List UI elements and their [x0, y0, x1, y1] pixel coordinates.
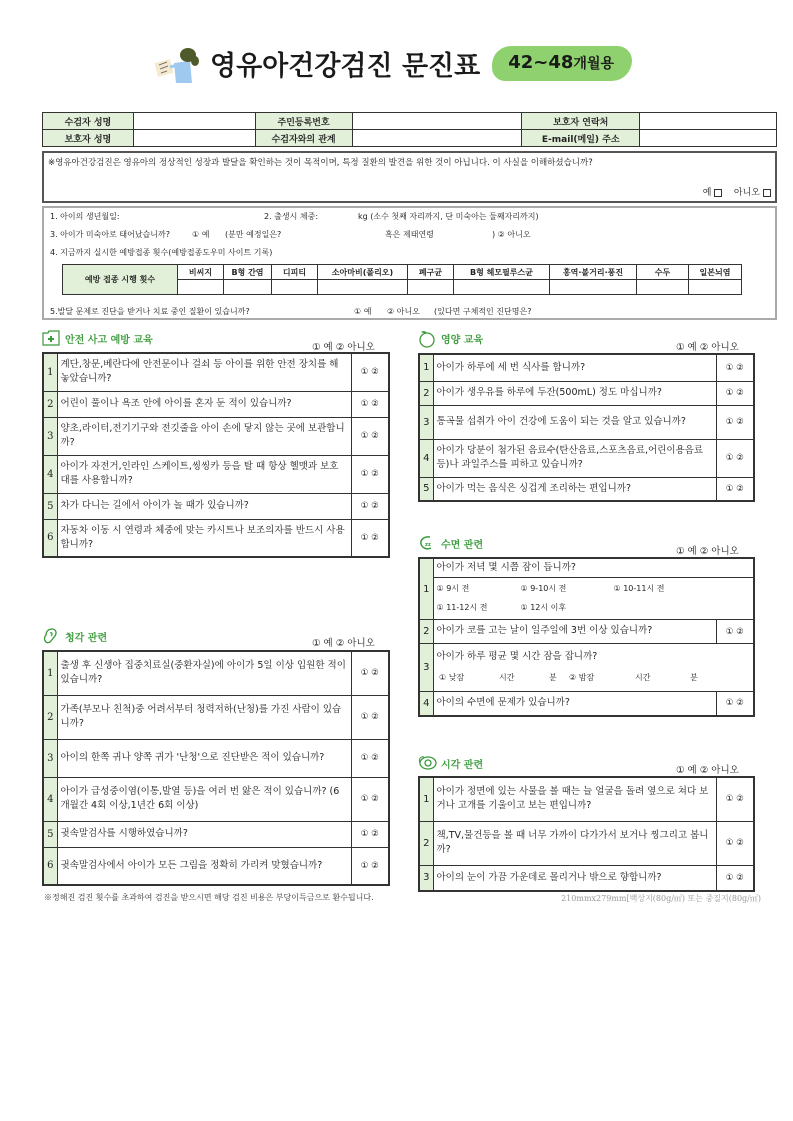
- sleep-question-3: [419, 644, 754, 692]
- question-row: [43, 777, 389, 821]
- question-text: 차가 다니는 길에서 아이가 놀 때가 있습니까?: [57, 493, 351, 519]
- question-row: [43, 695, 389, 739]
- answer-choices[interactable]: ① ②: [351, 353, 389, 391]
- question-number: 1: [419, 777, 433, 821]
- question-text: 어린이 풀이나 욕조 안에 아이를 혼자 둔 적이 있습니까?: [57, 391, 351, 417]
- question-number: 4: [43, 777, 57, 821]
- question-text: 아이가 하루 평균 몇 시간 잠을 잡니까?: [436, 650, 598, 662]
- bedtime-options: [433, 578, 754, 620]
- answer-choices[interactable]: ① ②: [716, 821, 754, 865]
- development-question: 5.발달 문제로 진단을 받거나 치료 중인 질환이 있습니까?: [50, 307, 250, 316]
- vision-yn-legend: ① 예 ② 아니오: [676, 765, 739, 776]
- vaccination-table: [62, 264, 742, 295]
- question-row: [419, 354, 754, 381]
- question-text: 아이의 눈이 가끔 가운데로 몰리거나 밖으로 향합니까?: [433, 865, 716, 891]
- answer-choices[interactable]: ① ②: [351, 777, 389, 821]
- question-text: 귓속말검사를 시행하였습니까?: [57, 821, 351, 847]
- footer-note: ※정해진 검진 횟수를 초과하여 검진을 받으시면 해당 검진 비용은 부당이득금으로 환수됩니다.: [44, 893, 374, 902]
- question-number: 4: [43, 455, 57, 493]
- question-row: [419, 439, 754, 477]
- question-number: 2: [419, 381, 433, 405]
- vaccine-dtp: 디피티: [272, 265, 318, 280]
- hearing-section-title: [42, 628, 107, 644]
- question-text: 아이가 정면에 있는 사물을 볼 때는 늘 얼굴을 돌려 옆으로 쳐다 보거나 고개를 기울이고 보는 편입니까?: [433, 777, 716, 821]
- vaccine-count-field[interactable]: [318, 280, 408, 295]
- question-number: 1: [43, 353, 57, 391]
- question-text: 가족(부모나 친척)중 어려서부터 청력저하(난청)를 가진 사람이 있습니까?: [57, 695, 351, 739]
- question-number: 3: [419, 865, 433, 891]
- vision-question-table: [418, 776, 755, 892]
- question-number: 3: [419, 405, 433, 439]
- age-badge: [492, 46, 632, 81]
- sleeping-moon-icon: [418, 535, 436, 551]
- nutrition-yn-legend: ① 예 ② 아니오: [676, 342, 739, 353]
- vaccine-mmr: 홍역·볼거리·풍진: [550, 265, 637, 280]
- question-number: 1: [43, 651, 57, 695]
- question-number: 4: [419, 692, 433, 716]
- resident-number-label: 주민등록번호: [255, 113, 352, 130]
- vision-title: 시각 관련: [441, 759, 484, 771]
- question-row: [43, 493, 389, 519]
- fruit-icon: [418, 330, 436, 346]
- question-text: 귓속말검사에서 아이가 모든 그림을 정확히 가리켜 맞혔습니까?: [57, 847, 351, 885]
- premature-yes-option[interactable]: ① 예: [192, 230, 210, 239]
- hearing-question-table: [42, 650, 390, 886]
- question-row: [43, 353, 389, 391]
- question-number: 5: [419, 477, 433, 501]
- vaccine-varicella: 수두: [637, 265, 689, 280]
- question-text: 아이가 먹는 음식은 싱겁게 조리하는 편입니까?: [433, 477, 716, 501]
- question-row: [43, 455, 389, 493]
- question-text: 아이가 하루에 세 번 식사를 합니까?: [433, 354, 716, 381]
- question-number: 5: [43, 493, 57, 519]
- guardian-contact-label: 보호자 연락처: [522, 113, 640, 130]
- sleep-yn-legend: ① 예 ② 아니오: [676, 546, 739, 557]
- answer-choices[interactable]: ① ②: [716, 865, 754, 891]
- hearing-title: 청각 관련: [65, 632, 108, 644]
- question-text: 계단,창문,베란다에 안전문이나 걸쇠 등 아이를 위한 안전 장치를 해놓았습니까?: [57, 353, 351, 391]
- vaccine-polio: 소아마비(폴리오): [318, 265, 408, 280]
- nap-label: ① 낮잠: [439, 672, 465, 682]
- question-text: 아이가 코를 고는 날이 일주일에 3번 이상 있습니까?: [433, 620, 716, 644]
- vaccine-count-field[interactable]: [689, 280, 742, 295]
- premature-question: 3. 아이가 미숙아로 태어났습니까?: [50, 230, 170, 239]
- vaccine-count-field[interactable]: [637, 280, 689, 295]
- development-detail: (있다면 구체적인 진단명은?: [434, 307, 532, 316]
- vaccine-count-field[interactable]: [178, 280, 224, 295]
- email-field[interactable]: [640, 130, 777, 147]
- bedtime-option[interactable]: ① 9시 전: [436, 584, 470, 594]
- answer-choices[interactable]: ① ②: [351, 493, 389, 519]
- question-number: 6: [43, 519, 57, 557]
- question-row: [419, 865, 754, 891]
- page-header: [152, 38, 632, 88]
- consent-notice: [42, 151, 777, 203]
- sleep-question-1: [419, 558, 754, 578]
- vaccine-count-field[interactable]: [454, 280, 550, 295]
- nutrition-question-table: [418, 353, 755, 502]
- question-row: [43, 847, 389, 885]
- examinee-name-field[interactable]: [133, 113, 255, 130]
- question-text: 아이의 한쪽 귀나 양쪽 귀가 '난청'으로 진단받은 적이 있습니까?: [57, 739, 351, 777]
- question-number: 1: [419, 354, 433, 381]
- svg-text:zz: zz: [425, 542, 431, 548]
- sleep-question-4: [419, 692, 754, 716]
- question-text: 아이가 자전거,인라인 스케이트,씽씽카 등을 탈 때 항상 헬맷과 보호대를 사용합니까?: [57, 455, 351, 493]
- guardian-name-label: 보호자 성명: [43, 130, 134, 147]
- question-number: 6: [43, 847, 57, 885]
- nutrition-section-title: [418, 330, 483, 346]
- question-row: [419, 381, 754, 405]
- consent-no-checkbox[interactable]: [763, 189, 771, 197]
- ear-icon: [42, 628, 60, 644]
- answer-choices[interactable]: ① ②: [351, 695, 389, 739]
- birth-weight-question: 2. 출생시 체중:: [264, 212, 319, 221]
- question-row: [43, 391, 389, 417]
- answer-choices[interactable]: ① ②: [351, 847, 389, 885]
- question-text: 자동차 이동 시 연령과 체중에 맞는 카시트나 보조의자를 반드시 사용합니까?: [57, 519, 351, 557]
- question-text: 아이가 급성중이염(이통,발열 등)을 여러 번 앓은 적이 있습니까? (6개월간 4회 이상,1년간 6회 이상): [57, 777, 351, 821]
- development-no-option[interactable]: ② 아니오: [387, 307, 420, 316]
- sleep-section-title: [418, 535, 483, 551]
- sleep-title: 수면 관련: [441, 539, 484, 551]
- premature-due-date: (분만 예정일은?: [225, 230, 282, 239]
- consent-no-label: 아니오: [733, 188, 760, 198]
- vision-section-title: [418, 755, 483, 771]
- gestational-age-label: 혹은 제태연령: [385, 230, 434, 239]
- birthdate-question: 1. 아이의 생년월일:: [50, 212, 120, 221]
- resident-number-field[interactable]: [352, 113, 522, 130]
- safety-yn-legend: ① 예 ② 아니오: [312, 342, 375, 353]
- sleep-question-table: [418, 557, 755, 717]
- question-number: 3: [43, 417, 57, 455]
- question-number: 2: [419, 821, 433, 865]
- question-number: 3: [419, 644, 433, 692]
- answer-choices[interactable]: ① ②: [716, 692, 754, 716]
- question-row: [419, 477, 754, 501]
- vaccination-header: 예방 접종 시행 횟수: [63, 265, 178, 295]
- age-suffix: 개월용: [573, 55, 614, 72]
- consent-text: ※영유아건강검진은 영유아의 정상적인 성장과 발달을 확인하는 것이 목적이며, 특정 질환의 발견을 위한 것이 아닙니다. 이 사실을 이해하셨습니까?: [48, 158, 593, 168]
- bedtime-option[interactable]: ① 9-10시 전: [520, 584, 567, 594]
- vaccine-pneumococcal: 폐구균: [408, 265, 454, 280]
- question-row: [419, 777, 754, 821]
- consent-yes-checkbox[interactable]: [714, 189, 722, 197]
- question-number: 2: [419, 620, 433, 644]
- relationship-field[interactable]: [352, 130, 522, 147]
- answer-choices[interactable]: ① ②: [716, 620, 754, 644]
- vaccination-question: 4. 지금까지 실시한 예방접종 횟수(예방접종도우미 사이트 기록): [50, 248, 273, 257]
- personal-info-table: [42, 112, 777, 147]
- paper-spec: 210mmx279mm[백상지(80g/㎡) 또는 중질지(80g/㎡): [561, 894, 761, 903]
- question-text: 출생 후 신생아 집중치료실(중환자실)에 아이가 5일 이상 입원한 적이 있습니까?: [57, 651, 351, 695]
- night-sleep-label: ② 밤잠: [569, 672, 595, 682]
- question-text: 책,TV,물건등을 볼 때 너무 가까이 다가가서 보거나 찡그리고 봅니까?: [433, 821, 716, 865]
- premature-no-option[interactable]: ) ② 아니오: [492, 230, 531, 239]
- basic-info-box: [42, 206, 777, 320]
- vaccine-hib: B형 헤모필루스균: [454, 265, 550, 280]
- question-text: 아이가 당분이 첨가된 음료수(탄산음료,스포츠음료,어린이용음료 등)나 과일주스를 피하고 있습니까?: [433, 439, 716, 477]
- safety-section-title: [42, 330, 153, 346]
- question-text: 통곡물 섭취가 아이 건강에 도움이 되는 것을 알고 있습니까?: [433, 405, 716, 439]
- question-row: [43, 519, 389, 557]
- answer-choices[interactable]: ① ②: [716, 777, 754, 821]
- bedtime-option[interactable]: ① 11-12시 전: [436, 602, 488, 612]
- question-number: 2: [43, 391, 57, 417]
- answer-choices[interactable]: ① ②: [351, 739, 389, 777]
- vaccine-count-field[interactable]: [408, 280, 454, 295]
- answer-choices[interactable]: ① ②: [716, 354, 754, 381]
- guardian-contact-field[interactable]: [640, 113, 777, 130]
- question-text: 아이의 수면에 문제가 있습니까?: [433, 692, 716, 716]
- night-hours-unit: 시간: [635, 672, 651, 682]
- question-row: [43, 417, 389, 455]
- question-number: 4: [419, 439, 433, 477]
- bedtime-option[interactable]: ① 12시 이후: [520, 602, 567, 612]
- question-number: 2: [43, 695, 57, 739]
- answer-choices[interactable]: ① ②: [351, 455, 389, 493]
- answer-choices[interactable]: ① ②: [351, 519, 389, 557]
- nap-hours-unit: 시간: [499, 672, 515, 682]
- nap-minutes-unit: 분: [549, 672, 557, 682]
- nutrition-title: 영양 교육: [441, 334, 484, 346]
- vaccine-bcg: 비씨지: [178, 265, 224, 280]
- answer-choices[interactable]: ① ②: [716, 439, 754, 477]
- answer-choices[interactable]: ① ②: [351, 417, 389, 455]
- answer-choices[interactable]: ① ②: [716, 405, 754, 439]
- question-row: [43, 821, 389, 847]
- vaccine-count-field[interactable]: [272, 280, 318, 295]
- mascot-icon: [152, 43, 202, 83]
- email-label: E-mail(메일) 주소: [522, 130, 640, 147]
- first-aid-folder-icon: [42, 330, 60, 346]
- question-text: 아이가 저녁 몇 시쯤 잠이 듭니까?: [433, 558, 754, 578]
- vaccine-count-field[interactable]: [224, 280, 272, 295]
- consent-yes-label: 예: [702, 188, 712, 198]
- answer-choices[interactable]: ① ②: [716, 381, 754, 405]
- question-text: 아이가 생우유를 하루에 두잔(500mL) 정도 마십니까?: [433, 381, 716, 405]
- night-minutes-unit: 분: [690, 672, 698, 682]
- guardian-name-field[interactable]: [133, 130, 255, 147]
- vaccine-je: 일본뇌염: [689, 265, 742, 280]
- consent-options: [703, 185, 771, 198]
- relationship-label: 수검자와의 관계: [255, 130, 352, 147]
- question-row: [43, 651, 389, 695]
- examinee-name-label: 수검자 성명: [43, 113, 134, 130]
- answer-choices[interactable]: ① ②: [351, 651, 389, 695]
- vaccine-hepb: B형 간염: [224, 265, 272, 280]
- development-yes-option[interactable]: ① 예: [354, 307, 372, 316]
- question-row: [419, 405, 754, 439]
- answer-choices[interactable]: ① ②: [716, 477, 754, 501]
- safety-title: 안전 사고 예방 교육: [65, 334, 153, 346]
- vaccine-count-field[interactable]: [550, 280, 637, 295]
- bedtime-option[interactable]: ① 10-11시 전: [613, 584, 665, 594]
- question-number: 5: [43, 821, 57, 847]
- hearing-yn-legend: ① 예 ② 아니오: [312, 638, 375, 649]
- birth-weight-unit: kg (소수 첫째 자리까지, 단 미숙아는 둘째자리까지): [358, 212, 539, 221]
- sleep-hours-cell: [433, 644, 754, 692]
- safety-question-table: [42, 352, 390, 558]
- question-text: 양초,라이터,전기기구와 전깃줄을 아이 손에 닿지 않는 곳에 보관합니까?: [57, 417, 351, 455]
- question-row: [43, 739, 389, 777]
- page-title: 영유아건강검진 문진표: [210, 50, 481, 82]
- age-range: 42~48: [508, 51, 574, 73]
- question-row: [419, 821, 754, 865]
- answer-choices[interactable]: ① ②: [351, 821, 389, 847]
- sleep-question-2: [419, 620, 754, 644]
- question-number: 3: [43, 739, 57, 777]
- answer-choices[interactable]: ① ②: [351, 391, 389, 417]
- question-number: 1: [419, 558, 433, 620]
- eye-icon: [418, 755, 436, 771]
